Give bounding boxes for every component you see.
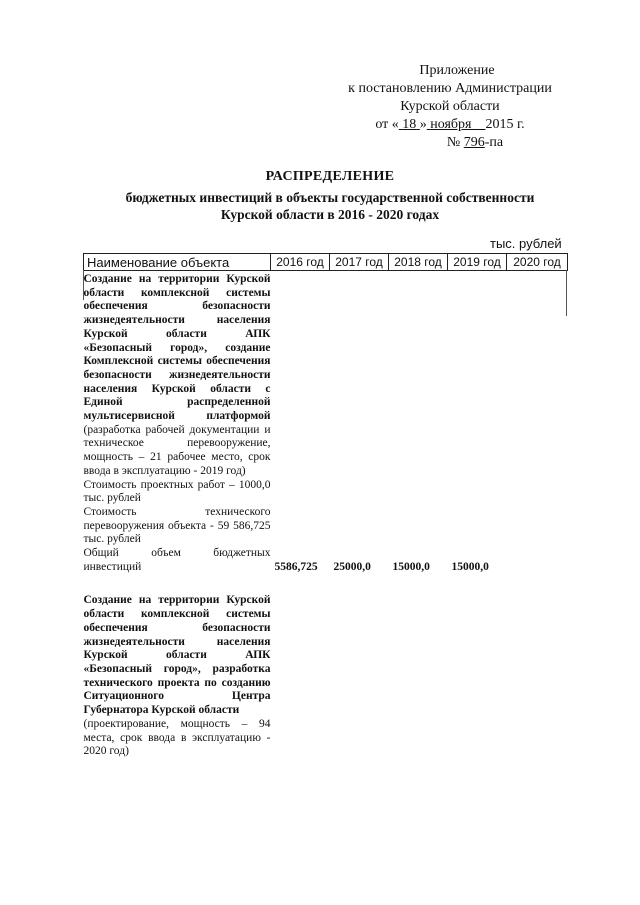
date-day: 18 [402,117,417,132]
object-name-2: Создание на территории Курской области комплексной системы обеспечения безопасности жизнедеятельности населения Курской области АПК «Безопасный город», разработка технического проекта по созданию Ситуационного Центра Губернатора Курской области [83,594,271,717]
title-heading: РАСПРЕДЕЛЕНИЕ [265,169,395,184]
table-header-row [84,254,568,271]
equipment-cost-1: Стоимость технического перевооружения объекта - 59 586,725 тыс. рублей [83,505,271,546]
title-subtitle-line1: бюджетных инвестиций в объекты государственной собственности [125,190,535,205]
header-2018: 2018 год [389,254,448,271]
number-value: 796 [463,135,485,150]
date-prefix: от « [375,117,399,132]
value-2016: 5586,725 [274,560,318,573]
document-title [80,168,580,223]
investment-table [83,253,568,759]
design-cost-1: Стоимость проектных работ – 1000,0 тыс. рублей [83,478,271,505]
appendix-region-line: Курской области [400,99,500,114]
object-name-1: Создание на территории Курской области комплексной системы обеспечения безопасности жизнедеятельности населения Курской области АПК «Безопасный город», создание Комплексной системы обеспечения безопасности жизнедеятельности населения Курской области с Единой распределенной мультисервисной платформой [83,273,271,423]
appendix-number-line [330,134,570,152]
appendix-decree-line: к постановлению Администрации [348,81,552,96]
date-year: 2015 г. [485,117,525,132]
value-2018: 15000,0 [392,560,430,573]
header-2020: 2020 год [507,254,568,271]
column-rule-left [83,270,84,300]
header-2019: 2019 год [448,254,507,271]
header-2016: 2016 год [271,254,330,271]
header-2017: 2017 год [330,254,389,271]
date-month: ноября [430,117,472,132]
table-row [84,271,568,575]
number-prefix: № [446,135,461,150]
title-subtitle-line2: Курской области в 2016 - 2020 годах [220,207,440,222]
table-row [84,574,568,758]
value-2019: 15000,0 [451,560,489,573]
number-suffix: -па [484,135,504,150]
object-description-2 [84,574,271,758]
value-2020 [507,271,568,575]
total-investment-label-1: Общий объем бюджетных инвестиций [83,547,271,573]
appendix-block [330,62,570,152]
object-details-2: (проектирование, мощность – 94 места, срок ввода в эксплуатацию - 2020 год) [83,717,271,758]
appendix-title: Приложение [419,63,495,78]
object-details-1: (разработка рабочей документации и техническое перевооружение, мощность – 21 рабочее место, срок ввода в эксплуатацию - 2019 год) [83,423,271,477]
appendix-date-line [330,116,570,134]
units-label: тыс. рублей [490,236,562,251]
column-rule-right [566,270,567,316]
value-2017: 25000,0 [333,560,371,573]
date-mid: » [419,117,427,132]
header-object-name: Наименование объекта [84,254,271,271]
object-description-1 [84,271,271,575]
